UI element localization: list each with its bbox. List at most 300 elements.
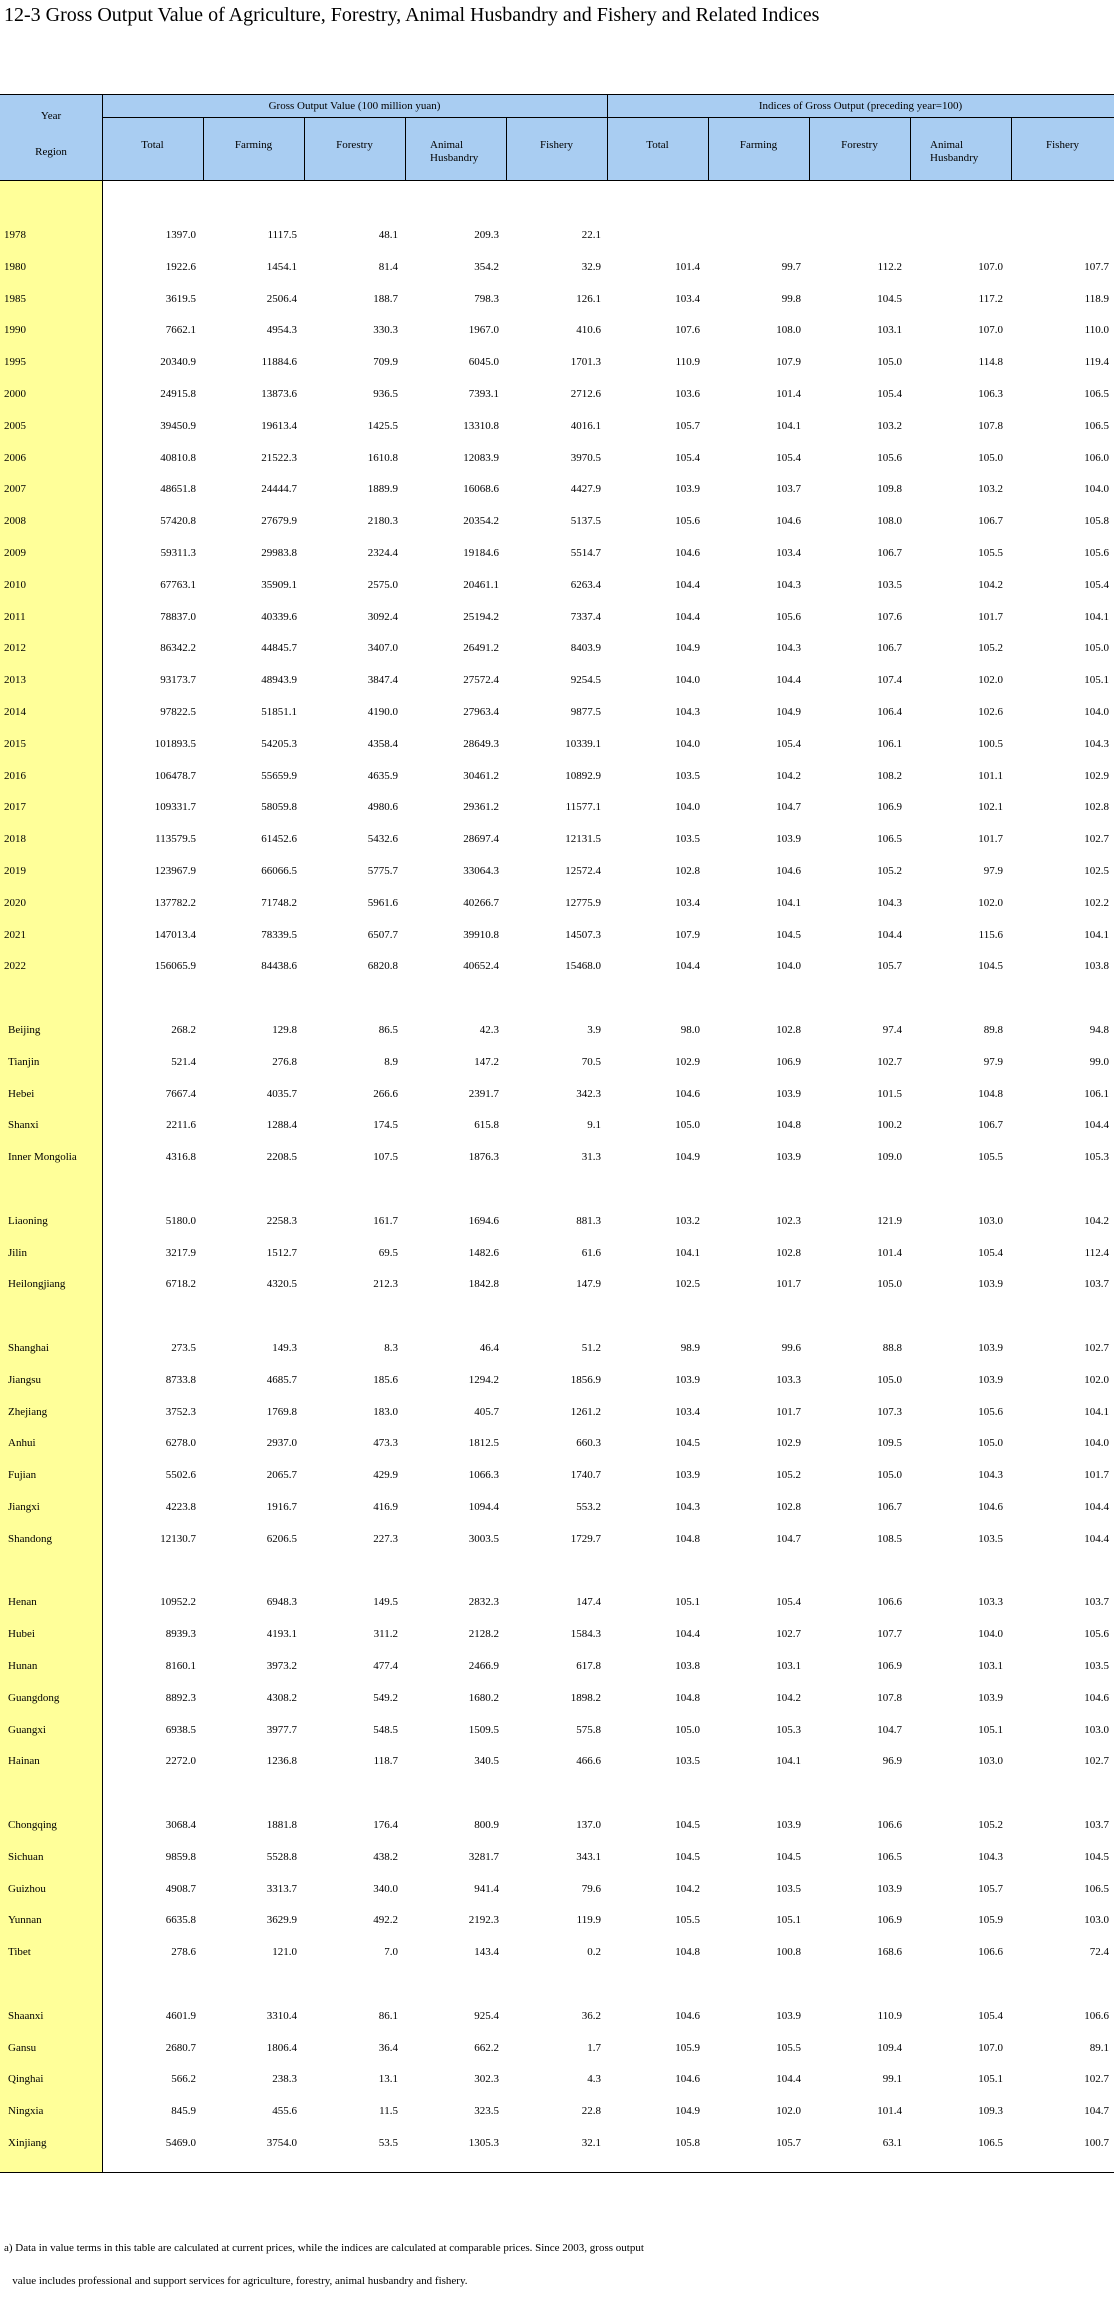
region-label: Henan [8, 1596, 37, 1609]
table-cell: 1680.2 [468, 1691, 499, 1704]
table-cell: 100.2 [877, 1119, 902, 1132]
table-cell: 103.5 [877, 578, 902, 591]
region-label: Shanxi [8, 1119, 39, 1132]
table-cell: 6278.0 [165, 1437, 196, 1450]
table-cell: 102.7 [776, 1628, 801, 1641]
table-cell: 101.4 [877, 2105, 902, 2118]
table-cell: 3407.0 [367, 642, 398, 655]
table-cell: 6820.8 [367, 960, 398, 973]
table-cell: 99.7 [781, 260, 801, 273]
table-cell: 114.8 [978, 356, 1003, 369]
table-cell: 102.9 [675, 1055, 700, 1068]
table-cell: 104.7 [1084, 2105, 1109, 2118]
table-cell: 32.1 [581, 2137, 601, 2149]
table-cell: 3310.4 [266, 2009, 297, 2022]
table-cell: 4016.1 [570, 419, 601, 432]
table-cell: 105.5 [675, 1914, 700, 1927]
table-cell: 108.5 [877, 1532, 902, 1545]
table-cell: 3003.5 [468, 1532, 499, 1545]
table-cell: 28649.3 [463, 737, 499, 750]
table-cell: 2192.3 [468, 1914, 499, 1927]
data-table [0, 94, 1114, 2194]
table-cell: 66066.5 [261, 865, 297, 877]
table-cell: 104.6 [675, 547, 700, 559]
table-cell: 104.5 [675, 1819, 700, 1831]
table-cell: 103.9 [776, 833, 801, 846]
table-cell: 188.7 [373, 292, 398, 305]
table-cell: 102.9 [776, 1437, 801, 1450]
table-cell: 1881.8 [266, 1819, 297, 1831]
table-cell: 1305.3 [468, 2137, 499, 2149]
table-cell: 39910.8 [463, 928, 499, 941]
table-cell: 100.7 [1084, 2137, 1109, 2149]
table-cell: 107.0 [978, 2041, 1003, 2054]
col-header-index-forestry: Forestry [841, 139, 878, 151]
table-cell: 36.2 [581, 2009, 601, 2022]
table-cell: 103.9 [776, 1087, 801, 1100]
table-cell: 1.7 [587, 2041, 601, 2054]
table-cell: 174.5 [373, 1119, 398, 1132]
table-cell: 800.9 [474, 1819, 499, 1831]
table-cell: 107.5 [373, 1151, 398, 1164]
table-cell: 98.9 [680, 1342, 700, 1354]
table-cell: 549.2 [373, 1691, 398, 1704]
table-cell: 99.6 [781, 1342, 801, 1354]
table-cell: 102.7 [1084, 833, 1109, 846]
table-cell: 48943.9 [261, 674, 297, 687]
table-cell: 104.8 [675, 1532, 700, 1545]
table-cell: 107.9 [776, 356, 801, 369]
table-cell: 102.8 [675, 865, 700, 877]
table-cell: 105.8 [1084, 515, 1109, 528]
table-cell: 106.5 [877, 833, 902, 846]
table-cell: 105.1 [1084, 674, 1109, 687]
table-cell: 86.1 [378, 2009, 398, 2022]
table-cell: 10892.9 [565, 769, 601, 782]
table-cell: 102.7 [1084, 2073, 1109, 2086]
table-cell: 2391.7 [468, 1087, 499, 1100]
label-column-rule [102, 94, 103, 2172]
table-cell: 107.9 [675, 928, 700, 941]
table-cell: 107.7 [877, 1628, 902, 1641]
year-label: 2008 [4, 515, 26, 528]
table-cell: 26491.2 [463, 642, 499, 655]
table-cell: 102.1 [978, 801, 1003, 814]
table-cell: 104.1 [776, 419, 801, 432]
table-cell: 121.9 [877, 1214, 902, 1227]
table-cell: 106.5 [978, 2137, 1003, 2149]
table-cell: 27963.4 [463, 706, 499, 718]
table-cell: 1512.7 [266, 1246, 297, 1259]
table-cell: 59311.3 [160, 547, 196, 559]
table-cell: 5528.8 [266, 1850, 297, 1863]
table-cell: 104.9 [675, 1151, 700, 1164]
table-cell: 1261.2 [570, 1405, 601, 1418]
table-cell: 104.2 [675, 1882, 700, 1895]
year-label: 2017 [4, 801, 26, 814]
table-cell: 72.4 [1089, 1946, 1109, 1959]
table-cell: 109.0 [877, 1151, 902, 1164]
table-cell: 102.8 [776, 1501, 801, 1513]
table-cell: 521.4 [171, 1055, 196, 1068]
table-cell: 102.2 [1084, 896, 1109, 909]
table-cell: 104.2 [776, 769, 801, 782]
table-cell: 4980.6 [367, 801, 398, 814]
table-cell: 103.7 [1084, 1596, 1109, 1609]
table-cell: 2324.4 [367, 547, 398, 559]
table-cell: 63.1 [882, 2137, 902, 2149]
table-cell: 12130.7 [160, 1532, 196, 1545]
region-label: Jiangsu [8, 1373, 41, 1386]
table-cell: 106.6 [1084, 2009, 1109, 2022]
table-cell: 106.7 [978, 1119, 1003, 1132]
table-cell: 105.1 [978, 1723, 1003, 1736]
table-cell: 19184.6 [463, 547, 499, 559]
year-label: 1995 [4, 356, 26, 369]
year-label: 2019 [4, 865, 26, 877]
table-top-rule [0, 94, 1114, 95]
table-cell: 104.8 [675, 1691, 700, 1704]
region-label: Zhejiang [8, 1405, 48, 1418]
table-cell: 102.0 [978, 674, 1003, 687]
table-cell: 2211.6 [166, 1119, 196, 1132]
table-cell: 104.4 [776, 2073, 801, 2086]
table-cell: 103.9 [675, 1469, 700, 1482]
table-cell: 3847.4 [367, 674, 398, 687]
table-cell: 102.7 [877, 1055, 902, 1068]
table-cell: 104.6 [1084, 1691, 1109, 1704]
table-cell: 98.0 [680, 1024, 700, 1036]
table-cell: 101.4 [675, 260, 700, 273]
table-cell: 105.6 [776, 610, 801, 623]
table-cell: 105.2 [776, 1469, 801, 1482]
table-cell: 5137.5 [570, 515, 601, 528]
table-cell: 22.1 [581, 229, 601, 241]
year-label: 1978 [4, 229, 26, 241]
table-cell: 1812.5 [468, 1437, 499, 1450]
table-cell: 1701.3 [570, 356, 601, 369]
region-label: Gansu [8, 2041, 37, 2054]
table-cell: 104.0 [978, 1628, 1003, 1641]
table-cell: 126.1 [576, 292, 601, 305]
table-cell: 16068.6 [463, 483, 499, 496]
table-cell: 101.7 [776, 1405, 801, 1418]
table-cell: 20354.2 [463, 515, 499, 528]
table-cell: 1236.8 [266, 1755, 297, 1768]
table-cell: 106.5 [877, 1850, 902, 1863]
table-cell: 97822.5 [160, 706, 196, 718]
table-cell: 105.2 [877, 865, 902, 877]
table-cell: 104.2 [978, 578, 1003, 591]
table-cell: 44845.7 [261, 642, 297, 655]
table-cell: 105.7 [675, 419, 700, 432]
year-label: 2000 [4, 388, 26, 400]
table-cell: 105.4 [675, 451, 700, 464]
table-cell: 1694.6 [468, 1214, 499, 1227]
table-cell: 161.7 [373, 1214, 398, 1227]
table-cell: 4635.9 [367, 769, 398, 782]
table-cell: 104.2 [1084, 1214, 1109, 1227]
table-cell: 12131.5 [565, 833, 601, 846]
table-cell: 106.7 [877, 642, 902, 655]
table-cell: 492.2 [373, 1914, 398, 1927]
table-cell: 104.9 [675, 642, 700, 655]
year-label: 2012 [4, 642, 26, 655]
table-cell: 30461.2 [463, 769, 499, 782]
table-cell: 106.5 [1084, 1882, 1109, 1895]
table-cell: 103.9 [877, 1882, 902, 1895]
table-cell: 24915.8 [160, 388, 196, 400]
table-cell: 104.1 [776, 1755, 801, 1768]
table-cell: 845.9 [171, 2105, 196, 2118]
table-cell: 104.6 [978, 1501, 1003, 1513]
table-cell: 340.5 [474, 1755, 499, 1768]
table-cell: 183.0 [373, 1405, 398, 1418]
table-cell: 104.1 [1084, 928, 1109, 941]
table-cell: 1740.7 [570, 1469, 601, 1482]
table-cell: 103.0 [1084, 1723, 1109, 1736]
table-cell: 105.3 [1084, 1151, 1109, 1164]
footnote-line: a) Data in value terms in this table are calculated at current prices, while the indices are calculated at comparable prices. Since 2003, gross output [4, 2242, 644, 2254]
table-cell: 118.7 [373, 1755, 398, 1768]
region-label: Hubei [8, 1628, 35, 1641]
table-cell: 104.0 [675, 674, 700, 687]
table-cell: 115.6 [978, 928, 1003, 941]
table-cell: 553.2 [576, 1501, 601, 1513]
table-cell: 13.1 [378, 2073, 398, 2086]
table-cell: 3281.7 [468, 1850, 499, 1863]
table-cell: 4308.2 [266, 1691, 297, 1704]
table-cell: 93173.7 [160, 674, 196, 687]
table-cell: 12083.9 [463, 451, 499, 464]
table-cell: 104.9 [675, 2105, 700, 2118]
table-cell: 70.5 [581, 1055, 601, 1068]
table-cell: 106.1 [1084, 1087, 1109, 1100]
region-label: Beijing [8, 1024, 41, 1036]
table-cell: 101.7 [1084, 1469, 1109, 1482]
table-cell: 129.8 [272, 1024, 297, 1036]
table-cell: 477.4 [373, 1660, 398, 1672]
table-cell: 103.2 [675, 1214, 700, 1227]
table-cell: 119.4 [1084, 356, 1109, 369]
table-cell: 1066.3 [468, 1469, 499, 1482]
table-cell: 99.0 [1089, 1055, 1109, 1068]
col-header-farming: Farming [234, 139, 273, 151]
table-cell: 89.8 [983, 1024, 1003, 1036]
table-cell: 105.6 [1084, 547, 1109, 559]
table-cell: 86.5 [378, 1024, 398, 1036]
table-cell: 10952.2 [160, 1596, 196, 1609]
table-cell: 105.2 [978, 642, 1003, 655]
table-cell: 105.5 [776, 2041, 801, 2054]
table-cell: 104.0 [675, 737, 700, 750]
table-cell: 14507.3 [565, 928, 601, 941]
table-cell: 104.3 [877, 896, 902, 909]
table-cell: 273.5 [171, 1342, 196, 1354]
table-cell: 103.5 [978, 1532, 1003, 1545]
table-cell: 102.3 [776, 1214, 801, 1227]
region-label: Ningxia [8, 2105, 44, 2118]
region-label: Chongqing [8, 1819, 57, 1831]
table-cell: 104.7 [776, 801, 801, 814]
year-label: 1990 [4, 324, 26, 337]
table-cell: 105.1 [978, 2073, 1003, 2086]
table-cell: 566.2 [171, 2073, 196, 2086]
table-cell: 102.7 [1084, 1342, 1109, 1354]
year-label: 2021 [4, 928, 26, 941]
table-cell: 2937.0 [266, 1437, 297, 1450]
table-cell: 105.0 [675, 1119, 700, 1132]
table-cell: 416.9 [373, 1501, 398, 1513]
table-cell: 57420.8 [160, 515, 196, 528]
table-cell: 168.6 [877, 1946, 902, 1959]
table-cell: 104.0 [776, 960, 801, 973]
table-cell: 107.6 [877, 610, 902, 623]
table-cell: 176.4 [373, 1819, 398, 1831]
table-cell: 104.3 [776, 642, 801, 655]
region-label: Liaoning [8, 1214, 48, 1227]
year-label: 2010 [4, 578, 26, 591]
table-cell: 107.8 [877, 1691, 902, 1704]
table-cell: 117.2 [978, 292, 1003, 305]
table-cell: 110.0 [1084, 324, 1109, 337]
table-cell: 104.5 [776, 928, 801, 941]
table-cell: 20340.9 [160, 356, 196, 369]
table-cell: 104.2 [776, 1691, 801, 1704]
table-cell: 46.4 [479, 1342, 499, 1354]
table-cell: 107.6 [675, 324, 700, 337]
table-cell: 405.7 [474, 1405, 499, 1418]
table-cell: 99.1 [882, 2073, 902, 2086]
col-divider [405, 117, 406, 180]
col-divider [910, 117, 911, 180]
table-cell: 104.6 [776, 865, 801, 877]
year-label: 2020 [4, 896, 26, 909]
table-cell: 107.0 [978, 324, 1003, 337]
region-label: Anhui [8, 1437, 36, 1450]
table-cell: 2506.4 [266, 292, 297, 305]
year-label: 2007 [4, 483, 26, 496]
table-cell: 2272.0 [165, 1755, 196, 1768]
table-cell: 617.8 [576, 1660, 601, 1672]
year-label: 2013 [4, 674, 26, 687]
table-cell: 1094.4 [468, 1501, 499, 1513]
table-cell: 5502.6 [165, 1469, 196, 1482]
table-cell: 466.6 [576, 1755, 601, 1768]
table-cell: 1425.5 [367, 419, 398, 432]
table-cell: 104.5 [675, 1437, 700, 1450]
table-cell: 103.3 [776, 1373, 801, 1386]
table-cell: 104.6 [776, 515, 801, 528]
table-cell: 455.6 [272, 2105, 297, 2118]
table-cell: 104.3 [776, 578, 801, 591]
table-cell: 3970.5 [570, 451, 601, 464]
table-cell: 709.9 [373, 356, 398, 369]
table-cell: 33064.3 [463, 865, 499, 877]
label-column-background [0, 180, 102, 2172]
region-label: Yunnan [8, 1914, 42, 1927]
table-cell: 104.3 [1084, 737, 1109, 750]
table-cell: 473.3 [373, 1437, 398, 1450]
year-label: 2006 [4, 451, 26, 464]
table-cell: 1898.2 [570, 1691, 601, 1704]
footnote-line: value includes professional and support services for agriculture, forestry, animal husbandry and fishery. [4, 2275, 468, 2287]
table-cell: 105.9 [978, 1914, 1003, 1927]
table-cell: 106.5 [1084, 388, 1109, 400]
table-cell: 40339.6 [261, 610, 297, 623]
table-cell: 105.0 [1084, 642, 1109, 655]
table-cell: 101.1 [978, 769, 1003, 782]
table-cell: 3754.0 [266, 2137, 297, 2149]
table-cell: 662.2 [474, 2041, 499, 2054]
table-cell: 266.6 [373, 1087, 398, 1100]
table-cell: 123967.9 [154, 865, 196, 877]
table-cell: 104.5 [675, 1850, 700, 1863]
table-cell: 105.0 [978, 451, 1003, 464]
table-cell: 31.3 [581, 1151, 601, 1164]
table-cell: 103.4 [675, 1405, 700, 1418]
table-cell: 1769.8 [266, 1405, 297, 1418]
table-cell: 0.2 [587, 1946, 601, 1959]
table-cell: 103.7 [1084, 1278, 1109, 1291]
table-cell: 103.9 [776, 1151, 801, 1164]
region-label: Shanghai [8, 1342, 49, 1354]
region-label: Xinjiang [8, 2137, 47, 2149]
table-cell: 4320.5 [266, 1278, 297, 1291]
table-cell: 3217.9 [165, 1246, 196, 1259]
table-cell: 798.3 [474, 292, 499, 305]
table-cell: 103.9 [675, 1373, 700, 1386]
table-cell: 311.2 [373, 1628, 398, 1641]
table-cell: 1288.4 [266, 1119, 297, 1132]
table-cell: 105.5 [978, 1151, 1003, 1164]
table-cell: 107.8 [978, 419, 1003, 432]
table-cell: 88.8 [882, 1342, 902, 1354]
table-cell: 936.5 [373, 388, 398, 400]
table-cell: 1916.7 [266, 1501, 297, 1513]
table-cell: 101.4 [776, 388, 801, 400]
table-cell: 103.0 [1084, 1914, 1109, 1927]
table-cell: 109.8 [877, 483, 902, 496]
table-cell: 105.4 [978, 1246, 1003, 1259]
table-cell: 2208.5 [266, 1151, 297, 1164]
table-cell: 32.9 [581, 260, 601, 273]
table-cell: 106.7 [978, 515, 1003, 528]
table-cell: 4316.8 [165, 1151, 196, 1164]
table-cell: 97.9 [983, 1055, 1003, 1068]
table-cell: 113579.5 [155, 833, 196, 846]
table-cell: 40652.4 [463, 960, 499, 973]
table-cell: 3977.7 [266, 1723, 297, 1736]
table-cell: 103.8 [675, 1660, 700, 1672]
region-label: Tibet [8, 1946, 31, 1959]
table-cell: 103.1 [776, 1660, 801, 1672]
region-label: Hainan [8, 1755, 40, 1768]
table-cell: 86342.2 [160, 642, 196, 655]
table-cell: 278.6 [171, 1946, 196, 1959]
table-cell: 3068.4 [165, 1819, 196, 1831]
table-cell: 105.1 [776, 1914, 801, 1927]
table-cell: 10339.1 [565, 737, 601, 750]
table-cell: 103.9 [978, 1691, 1003, 1704]
year-label: 2005 [4, 419, 26, 432]
table-cell: 185.6 [373, 1373, 398, 1386]
table-cell: 104.5 [978, 960, 1003, 973]
table-cell: 101.7 [776, 1278, 801, 1291]
table-cell: 103.1 [877, 324, 902, 337]
table-cell: 156065.9 [154, 960, 196, 973]
table-cell: 106.3 [978, 388, 1003, 400]
